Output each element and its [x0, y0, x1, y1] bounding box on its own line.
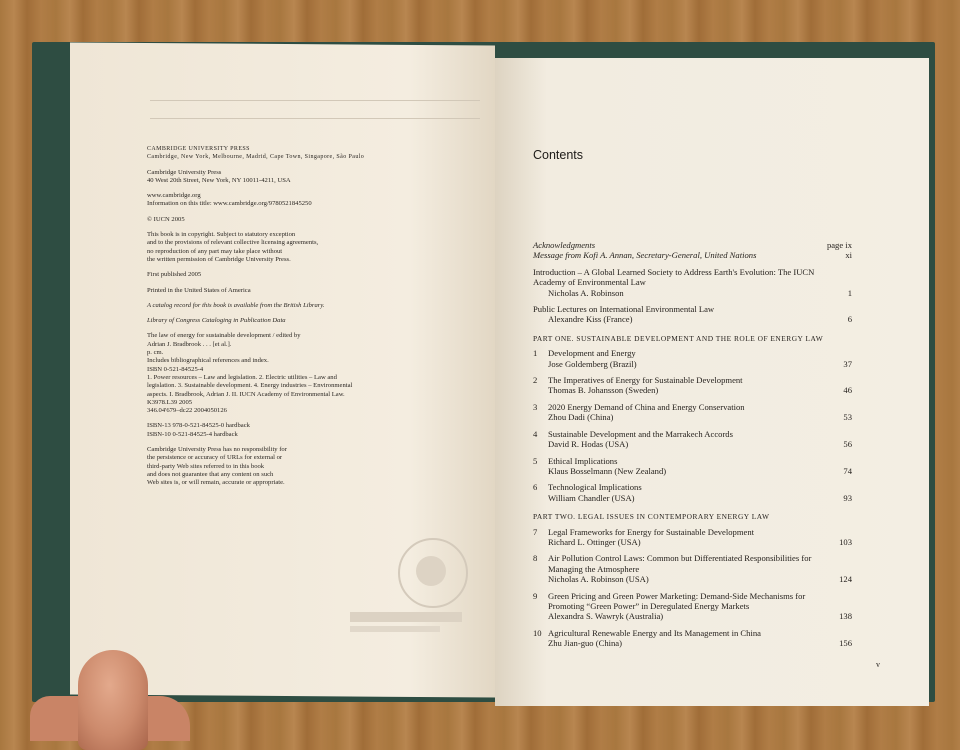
toc-chapter	[533, 402, 852, 423]
toc-entry-page: 1	[847, 287, 852, 298]
imprint-line: no reproduction of any part may take place without	[147, 247, 283, 255]
imprint-paragraph	[147, 169, 377, 186]
copyright-imprint	[147, 145, 377, 495]
imprint-line: legislation. 3. Sustainable development. 4. Energy industries – Environmental	[147, 382, 353, 390]
imprint-line: Cambridge University Press has no responsibility for	[147, 446, 287, 454]
imprint-line: K3978.L39 2005	[147, 398, 193, 406]
imprint-line: Includes bibliographical references and index.	[147, 357, 269, 365]
toc-chapter-number: 1	[533, 348, 538, 359]
imprint-line: ISBN-13 978-0-521-84525-0 hardback	[147, 422, 250, 430]
imprint-line: Web sites is, or will remain, accurate or appropriate.	[147, 479, 285, 487]
imprint-paragraph	[147, 192, 377, 209]
toc-part-heading: PART ONE. SUSTAINABLE DEVELOPMENT AND THE ROLE OF ENERGY LAW	[533, 333, 824, 343]
table-of-contents	[533, 240, 852, 649]
toc-chapter-number: 8	[533, 553, 538, 564]
imprint-paragraph	[147, 145, 377, 162]
toc-chapter-number: 4	[533, 428, 538, 439]
imprint-paragraph	[147, 446, 377, 487]
toc-chapter-title: Air Pollution Control Laws: Common but Differentiated Responsibilities for Managing the Atmosphere	[548, 553, 812, 574]
toc-chapter-number: 7	[533, 526, 538, 537]
imprint-line: This book is in copyright. Subject to statutory exception	[147, 231, 296, 239]
toc-entry	[533, 250, 852, 260]
toc-chapter-page: 124	[839, 574, 852, 585]
imprint-paragraph	[147, 317, 377, 325]
toc-chapter-number: 3	[533, 401, 538, 412]
toc-entry-page: xi	[845, 250, 852, 261]
toc-chapter-page: 156	[839, 638, 852, 649]
bleed-through-logo-sub	[350, 626, 440, 632]
toc-entry-author: Alexandre Kiss (France)	[548, 314, 633, 325]
toc-chapter-title: The Imperatives of Energy for Sustainable Development	[548, 375, 743, 386]
toc-entry-title: Public Lectures on International Environmental Law	[533, 304, 715, 315]
imprint-paragraph	[147, 216, 377, 224]
imprint-line: the persistence or accuracy of URLs for external or	[147, 454, 283, 462]
imprint-line: Adrian J. Bradbrook . . . [et al.].	[147, 340, 232, 348]
imprint-line: p. cm.	[147, 349, 164, 357]
toc-chapter	[533, 527, 852, 548]
toc-entry	[533, 267, 852, 298]
imprint-paragraph	[147, 422, 377, 439]
toc-chapter-author: David R. Hodas (USA)	[548, 439, 629, 450]
toc-chapter-page: 93	[843, 492, 852, 503]
imprint-line: and to the provisions of relevant collective licensing agreements,	[147, 239, 319, 247]
toc-chapter-author: Zhou Dadi (China)	[548, 412, 614, 423]
toc-chapter-author: Nicholas A. Robinson (USA)	[548, 574, 649, 585]
toc-entry	[533, 304, 852, 325]
imprint-line: Cambridge, New York, Melbourne, Madrid, Cape Town, Singapore, São Paulo	[147, 154, 365, 161]
toc-chapter-author: Alexandra S. Wawryk (Australia)	[548, 611, 664, 622]
toc-entry-title: Acknowledgments	[533, 240, 596, 250]
imprint-line: Library of Congress Cataloging in Publication Data	[147, 317, 286, 325]
bleed-through-rule	[150, 118, 480, 119]
toc-chapter-page: 53	[843, 412, 852, 423]
toc-chapter-page: 103	[839, 536, 852, 547]
toc-entry-page: page ix	[826, 240, 852, 250]
imprint-line: A catalog record for this book is available from the British Library.	[147, 301, 325, 309]
toc-chapter-author: Thomas B. Johansson (Sweden)	[548, 385, 659, 396]
toc-chapter	[533, 456, 852, 477]
imprint-line: Information on this title: www.cambridge.org/9780521845250	[147, 200, 312, 208]
imprint-line: Cambridge University Press	[147, 168, 222, 176]
toc-chapter-title: Green Pricing and Green Power Marketing: Demand-Side Mechanisms for Promoting “Green Power” in Deregulated Energy Markets	[548, 590, 806, 611]
imprint-line: 346.04'679–dc22 2004050126	[147, 407, 227, 415]
toc-chapter-page: 46	[843, 385, 852, 396]
bleed-through-rule	[150, 100, 480, 101]
toc-chapter-number: 6	[533, 482, 538, 493]
toc-chapter	[533, 553, 852, 584]
toc-chapter-author: Jose Goldemberg (Brazil)	[548, 358, 637, 369]
thumb	[78, 650, 148, 750]
imprint-paragraph	[147, 287, 377, 295]
imprint-line: 1. Power resources – Law and legislation. 2. Electric utilities – Law and	[147, 373, 337, 381]
toc-entry	[533, 240, 852, 250]
toc-chapter-title: Sustainable Development and the Marrakech Accords	[548, 428, 733, 439]
page-title: Contents	[533, 148, 584, 162]
imprint-line: © IUCN 2005	[147, 215, 185, 223]
toc-chapter-title: Ethical Implications	[548, 455, 618, 466]
imprint-line: First published 2005	[147, 271, 202, 279]
toc-entry-page: 6	[847, 314, 852, 325]
toc-chapter-author: Richard L. Ottinger (USA)	[548, 536, 641, 547]
toc-chapter-page: 37	[843, 358, 852, 369]
toc-chapter-number: 5	[533, 455, 538, 466]
imprint-line: aspects. I. Bradbrook, Adrian J. II. IUCN Academy of Environmental Law.	[147, 390, 345, 398]
toc-chapter-author: Zhu Jian-guo (China)	[548, 638, 622, 649]
imprint-line: 40 West 20th Street, New York, NY 10011-4211, USA	[147, 176, 291, 184]
toc-chapter-author: Klaus Bosselmann (New Zealand)	[548, 465, 667, 476]
toc-chapter	[533, 591, 852, 622]
toc-chapter-number: 10	[533, 627, 542, 638]
toc-chapter-title: Legal Frameworks for Energy for Sustainable Development	[548, 526, 755, 537]
toc-chapter	[533, 628, 852, 649]
toc-chapter	[533, 348, 852, 369]
toc-chapter	[533, 482, 852, 503]
imprint-paragraph	[147, 332, 377, 415]
toc-chapter-number: 2	[533, 375, 538, 386]
toc-entry-title: Message from Kofi A. Annan, Secretary-General, United Nations	[533, 250, 757, 261]
toc-chapter-title: Agricultural Renewable Energy and Its Management in China	[548, 627, 761, 638]
toc-part-heading: PART TWO. LEGAL ISSUES IN CONTEMPORARY ENERGY LAW	[533, 512, 770, 522]
imprint-line: the written permission of Cambridge University Press.	[147, 255, 291, 263]
toc-chapter-number: 9	[533, 590, 538, 601]
page-number: v	[876, 660, 880, 669]
bleed-through-logo	[350, 612, 462, 622]
imprint-line: CAMBRIDGE UNIVERSITY PRESS	[147, 146, 250, 152]
imprint-line: www.cambridge.org	[147, 192, 201, 200]
imprint-line: and does not guarantee that any content on such	[147, 470, 274, 478]
toc-chapter	[533, 429, 852, 450]
toc-chapter-title: Technological Implications	[548, 482, 642, 493]
toc-entry-title: Introduction – A Global Learned Society to Address Earth's Evolution: The IUCN Academy of Environmental Law	[533, 266, 815, 288]
toc-chapter-title: 2020 Energy Demand of China and Energy Conservation	[548, 401, 745, 412]
toc-chapter-author: William Chandler (USA)	[548, 492, 635, 503]
imprint-paragraph	[147, 271, 377, 279]
imprint-line: ISBN-10 0-521-84525-4 hardback	[147, 430, 238, 438]
imprint-paragraph	[147, 302, 377, 310]
toc-chapter-page: 74	[843, 465, 852, 476]
imprint-line: third-party Web sites referred to in this book	[147, 462, 265, 470]
toc-chapter-page: 138	[839, 611, 852, 622]
imprint-paragraph	[147, 231, 377, 264]
toc-chapter	[533, 375, 852, 396]
imprint-line: The law of energy for sustainable development / edited by	[147, 332, 301, 340]
toc-entry-author: Nicholas A. Robinson	[548, 287, 624, 298]
imprint-line: Printed in the United States of America	[147, 286, 251, 294]
imprint-line: ISBN 0-521-84525-4	[147, 365, 204, 373]
toc-chapter-title: Development and Energy	[548, 348, 636, 359]
bleed-through-seal-inner	[416, 556, 446, 586]
toc-chapter-page: 56	[843, 439, 852, 450]
